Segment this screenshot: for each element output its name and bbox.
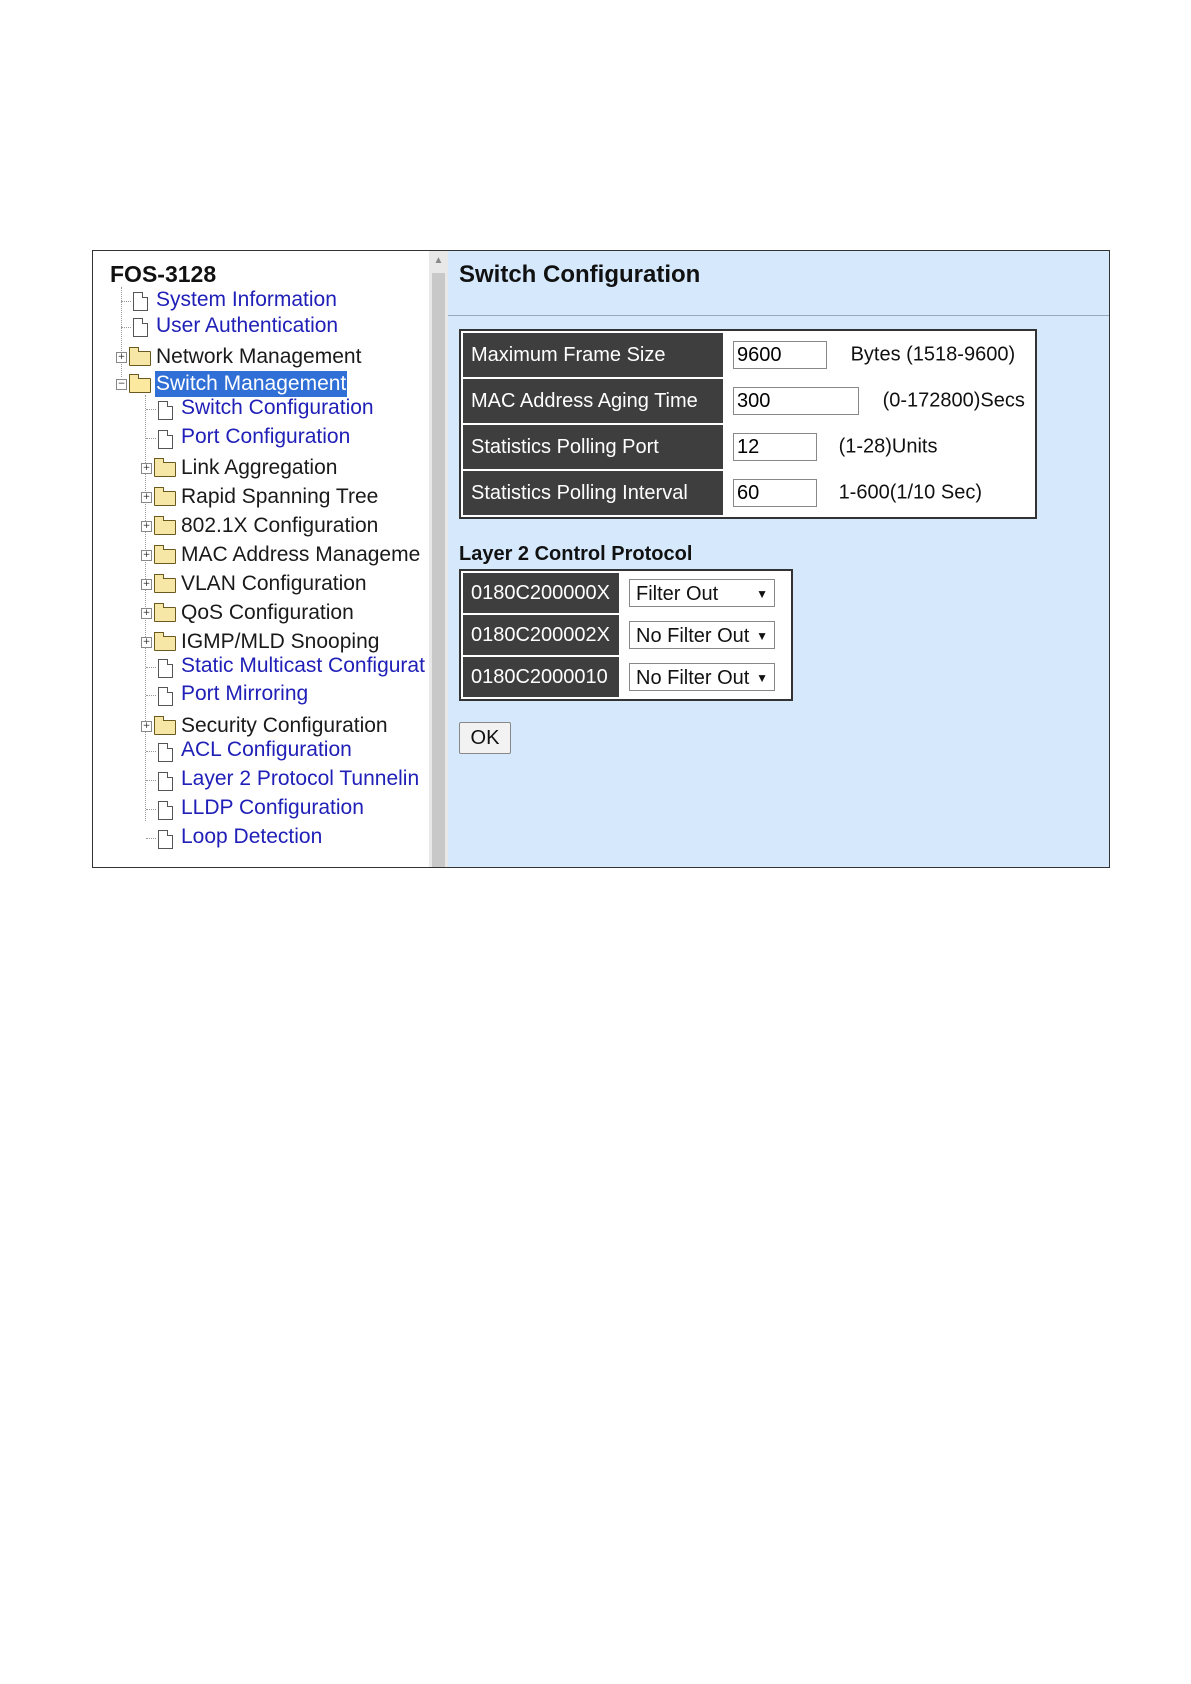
protocol-filter-select[interactable] [629,663,775,691]
folder-icon [154,578,176,593]
protocol-filter-select[interactable] [629,579,775,607]
sidebar-item-label[interactable]: ACL Configuration [181,738,352,761]
layer2-control-protocol-table [459,569,793,701]
sidebar-item-label[interactable]: Network Management [156,345,362,368]
sidebar-item-label[interactable]: QoS Configuration [181,601,354,624]
sidebar-item-label[interactable]: IGMP/MLD Snooping [181,630,380,653]
sidebar-item-label[interactable]: Static Multicast Configurat [181,654,425,677]
document-icon [158,687,173,706]
document-icon [158,659,173,678]
sidebar-item-label[interactable]: 802.1X Configuration [181,514,379,537]
sidebar-item-switch-configuration[interactable] [140,395,429,421]
sidebar-item-acl-configuration[interactable] [140,737,429,763]
expand-icon[interactable]: + [142,521,151,531]
row-value-cell [725,379,1033,423]
sidebar-item-label[interactable]: Port Mirroring [181,682,309,705]
dropdown-arrow-icon: ▼ [756,587,768,601]
table-row [463,615,789,655]
document-icon [133,292,148,311]
expand-icon[interactable]: + [142,721,151,731]
row-hint: 1-600(1/10 Sec) [838,481,982,504]
sidebar-item-label[interactable]: Loop Detection [181,825,323,848]
tree-connector [146,438,156,439]
select-value: No Filter Out [636,667,750,689]
tree-connector [121,327,131,328]
table-row [463,573,789,613]
document-icon [158,830,173,849]
sidebar-item-loop-detection[interactable] [140,824,429,850]
expand-icon[interactable]: + [142,463,151,473]
page-title: Switch Configuration [459,261,701,288]
row-value-cell [725,333,1033,377]
table-row [463,425,1033,469]
document-icon [158,772,173,791]
sidebar-item-label[interactable]: Switch Management [156,372,347,395]
sidebar-item-label[interactable]: VLAN Configuration [181,572,367,595]
open-folder-icon [129,378,151,393]
tree-connector [146,780,156,781]
expand-icon[interactable]: + [142,492,151,502]
row-value-cell [621,615,789,655]
sidebar-item-static-multicast-configuration[interactable] [140,653,429,679]
sidebar-item-mac-address-management[interactable] [140,542,429,568]
statistics-polling-interval-input[interactable] [733,479,817,507]
sidebar-item-label[interactable]: System Information [156,288,337,311]
sidebar-item-port-mirroring[interactable] [140,681,429,707]
select-value: No Filter Out [636,625,750,647]
protocol-filter-select[interactable] [629,621,775,649]
sidebar-item-label[interactable]: Switch Configuration [181,396,374,419]
layer2-control-protocol-title: Layer 2 Control Protocol [459,543,693,565]
folder-icon [129,351,151,366]
row-value-cell [621,573,789,613]
sidebar-item-layer2-protocol-tunneling[interactable] [140,766,429,792]
document-icon [158,430,173,449]
document-icon [158,401,173,420]
sidebar-item-label[interactable]: Layer 2 Protocol Tunnelin [181,767,420,790]
expand-icon[interactable]: + [142,608,151,618]
expand-icon[interactable]: + [117,352,126,362]
mac-aging-time-input[interactable] [733,387,859,415]
tree-connector [121,301,131,302]
sidebar-item-vlan-configuration[interactable] [140,571,429,597]
protocol-address-label: 0180C2000010 [463,657,619,697]
sidebar-item-label[interactable]: Port Configuration [181,425,351,448]
tree-connector [146,751,156,752]
folder-icon [154,520,176,535]
sidebar-tree [93,251,429,867]
tree-connector [146,838,156,839]
folder-icon [154,636,176,651]
dropdown-arrow-icon: ▼ [756,629,768,643]
sidebar-item-label[interactable]: MAC Address Manageme [181,543,421,566]
folder-icon [154,549,176,564]
row-value-cell [621,657,789,697]
protocol-address-label: 0180C200002X [463,615,619,655]
folder-icon [154,491,176,506]
title-divider [448,315,1109,316]
table-row [463,333,1033,377]
table-row [463,379,1033,423]
sidebar-item-port-configuration[interactable] [140,424,429,450]
sidebar-item-label[interactable]: LLDP Configuration [181,796,364,819]
row-label: Statistics Polling Port [463,425,723,469]
row-hint: (0-172800)Secs [882,389,1025,412]
expand-icon[interactable]: + [142,550,151,560]
sidebar-item-system-information[interactable] [115,287,425,313]
document-icon [158,743,173,762]
sidebar-item-label[interactable]: Security Configuration [181,714,388,737]
expand-icon[interactable]: + [142,637,151,647]
document-icon [133,318,148,337]
folder-icon [154,720,176,735]
tree-connector [146,409,156,410]
ok-button[interactable]: OK [459,722,511,754]
switch-config-table [459,329,1037,519]
table-row [463,657,789,697]
scroll-up-arrow-icon[interactable]: ▲ [433,255,444,266]
expand-icon[interactable]: + [142,579,151,589]
row-label: MAC Address Aging Time [463,379,723,423]
tree-connector [146,695,156,696]
sidebar-scrollbar[interactable] [429,251,448,867]
document-icon [158,801,173,820]
row-label: Statistics Polling Interval [463,471,723,515]
collapse-icon[interactable]: − [117,379,126,389]
row-value-cell [725,471,1033,515]
max-frame-size-input[interactable] [733,341,827,369]
row-hint: Bytes (1518-9600) [850,343,1016,366]
row-hint: (1-28)Units [838,435,938,458]
sidebar-item-label[interactable]: User Authentication [156,314,339,337]
sidebar-item-security-configuration[interactable] [140,713,429,739]
sidebar-item-link-aggregation[interactable] [140,455,429,481]
sidebar-item-8021x-configuration[interactable] [140,513,429,539]
tree-connector [146,809,156,810]
sidebar-item-label[interactable]: Rapid Spanning Tree [181,485,379,508]
row-label: Maximum Frame Size [463,333,723,377]
sidebar-item-lldp-configuration[interactable] [140,795,429,821]
sidebar-item-user-authentication[interactable] [115,313,425,339]
select-value: Filter Out [636,583,719,605]
sidebar-item-label[interactable]: Link Aggregation [181,456,338,479]
sidebar-item-igmp-mld-snooping[interactable] [140,629,429,655]
table-row [463,471,1033,515]
folder-icon [154,462,176,477]
folder-icon [154,607,176,622]
scrollbar-thumb[interactable] [432,273,445,867]
browser-frame [92,250,1110,868]
sidebar-item-network-management[interactable] [115,344,425,370]
statistics-polling-port-input[interactable] [733,433,817,461]
sidebar-item-switch-management[interactable] [115,371,425,397]
tree-connector [146,667,156,668]
sidebar-item-qos-configuration[interactable] [140,600,429,626]
protocol-address-label: 0180C200000X [463,573,619,613]
tree-title: FOS-3128 [110,261,217,287]
sidebar-item-rapid-spanning-tree[interactable] [140,484,429,510]
main-content [448,251,1109,867]
dropdown-arrow-icon: ▼ [756,671,768,685]
row-value-cell [725,425,1033,469]
